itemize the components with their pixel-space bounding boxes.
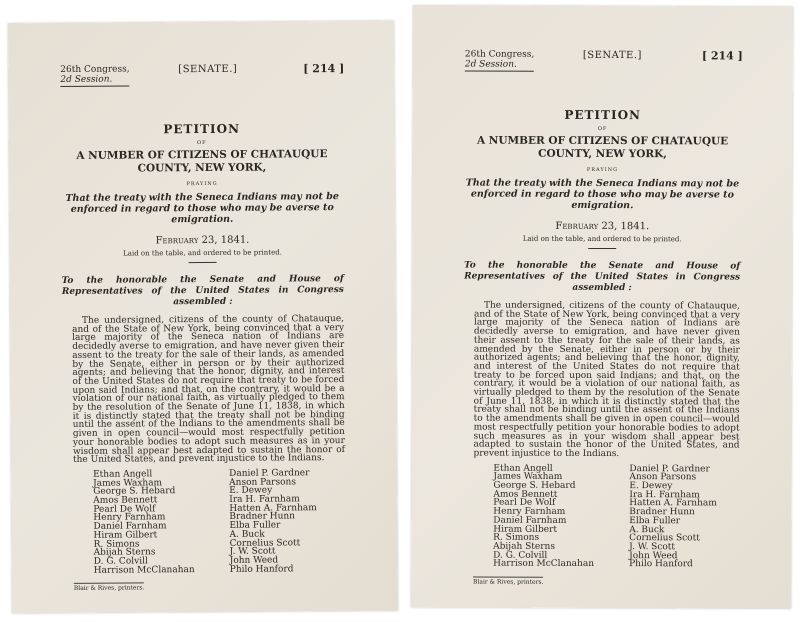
- page-content: [8, 21, 398, 595]
- document-title: PETITION: [163, 121, 241, 137]
- signature: Pearl De Wolf: [493, 498, 556, 509]
- printers-imprint: Blair & Rives, printers.: [73, 584, 145, 593]
- signature: D. G. Colvill: [93, 556, 148, 567]
- signature: Bradner Hunn: [629, 507, 695, 518]
- divider: [189, 262, 217, 263]
- signature: Daniel P. Gardner: [229, 468, 310, 479]
- signatures-left-column: [93, 470, 230, 575]
- signature: Ira H. Farnham: [629, 489, 700, 501]
- signature: Ethan Angell: [93, 469, 153, 480]
- signature: Hatten A. Farnham: [629, 498, 717, 509]
- page-header: [60, 63, 344, 89]
- document-number: [ 214 ]: [303, 62, 345, 76]
- congress-session: [465, 50, 534, 72]
- chamber: [SENATE.]: [178, 63, 238, 76]
- document-page-left: [8, 21, 398, 614]
- document-date: February 23, 1841.: [155, 234, 250, 247]
- signature: John Weed: [229, 555, 279, 566]
- signatures: [493, 464, 791, 569]
- session: 2d Session.: [465, 60, 534, 72]
- chamber: [SENATE.]: [582, 49, 642, 62]
- praying-label: PRAYING: [586, 166, 619, 174]
- congress: 26th Congress,: [464, 49, 535, 60]
- document-subtitle: A NUMBER OF CITIZENS OF CHATAUQUE COUNTY, NEW YORK,: [76, 148, 328, 175]
- signature: Philo Hanford: [229, 564, 294, 575]
- signature: E. Dewey: [229, 485, 273, 497]
- signature: A. Buck: [229, 529, 265, 540]
- signature: E. Dewey: [629, 481, 673, 492]
- prayer-text: That the treaty with the Seneca Indians may not be enforced in regard to those who may be averse to emigration.: [465, 177, 740, 212]
- signature: Anson Parsons: [229, 477, 296, 488]
- petition-body: The undersigned, citizens of the county of Chatauque, and of the State of New York, being convinced that a very large majority of the Seneca nation of Indians are decidedly averse to emigration, and have never given their assent to the treaty for the sale of their lands, as amended by the Senate, either in person or by their authorized agents; and believing that the honor, dignity, and interest of the United States do not require that treaty to be forced upon said Indians; and that, on the contrary, it would be a violation of our national faith, as virtually pledged to them by the resolution of the Senate of June 11, 1838, in which it is distinctly stated that the treaty shall not be binding until the assent of the Indians to the amendments shall be given in open council—would most respectfully petition your honorable bodies to adopt such measures as in your wisdom shall appear best adapted to sustain the honor of the United States, and prevent injustice to the Indians.: [72, 314, 345, 466]
- signature: A. Buck: [629, 524, 665, 535]
- document-page-right: [411, 5, 793, 608]
- document-number: [ 214 ]: [701, 49, 743, 63]
- signature: Henry Farnham: [93, 512, 166, 524]
- signature: Harrison McClanahan: [93, 564, 195, 576]
- page-content: [411, 5, 793, 588]
- signature: J. W. Scott: [629, 542, 676, 553]
- signature: John Weed: [629, 550, 678, 561]
- signature: D. G. Colvill: [493, 550, 548, 561]
- congress: 26th Congress,: [60, 64, 130, 75]
- praying-label: PRAYING: [186, 180, 218, 188]
- signature: Pearl De Wolf: [93, 504, 156, 515]
- address-line: To the honorable the Senate and House of Representatives of the United States in Congress assembled :: [61, 274, 344, 308]
- signature: Hatten A. Farnham: [229, 502, 317, 514]
- signature: R. Simons: [493, 532, 540, 544]
- document-title: PETITION: [564, 107, 642, 123]
- signature: Hiram Gilbert: [93, 530, 158, 541]
- signature: Henry Farnham: [493, 506, 566, 518]
- signature: Elba Fuller: [629, 515, 681, 527]
- signature: Anson Parsons: [629, 472, 697, 483]
- document-subtitle: A NUMBER OF CITIZENS OF CHATAUQUE COUNTY, NEW YORK,: [476, 134, 729, 161]
- signature: Harrison McClanahan: [493, 559, 595, 570]
- signature: Bradner Hunn: [229, 511, 296, 523]
- prayer-text: That the treaty with the Seneca Indians may not be enforced in regard to those who may be averse to emigration.: [65, 191, 339, 226]
- of-label: OF: [597, 125, 608, 133]
- signatures-right-column: [629, 465, 765, 570]
- signature: Philo Hanford: [629, 559, 693, 570]
- signature: Elba Fuller: [229, 520, 281, 531]
- signature: Abijah Sterns: [493, 541, 555, 552]
- signature: Daniel P. Gardner: [629, 463, 710, 475]
- signature: Ira H. Farnham: [229, 494, 300, 505]
- signature: Cornelius Scott: [229, 537, 301, 549]
- signature: Abijah Sterns: [93, 547, 156, 559]
- document-date: February 23, 1841.: [555, 220, 650, 233]
- signatures-right-column: [229, 469, 366, 574]
- signature: Hiram Gilbert: [493, 524, 557, 535]
- session: 2d Session.: [60, 75, 129, 87]
- signature: Daniel Farnham: [493, 515, 567, 526]
- address-line: To the honorable the Senate and House of Representatives of the United States in Congress assembled :: [464, 260, 741, 294]
- printers-imprint: Blair & Rives, printers.: [473, 578, 544, 586]
- laid-note: Laid on the table, and ordered to be printed.: [522, 234, 682, 244]
- signature: R. Simons: [93, 539, 140, 550]
- signatures: [93, 469, 398, 576]
- signature: Amos Bennett: [493, 489, 558, 500]
- laid-note: Laid on the table, and ordered to be printed.: [123, 248, 282, 258]
- signature: George S. Hebard: [493, 480, 576, 491]
- of-label: OF: [196, 139, 207, 147]
- signature: J. W. Scott: [229, 546, 276, 558]
- congress-session: [60, 65, 129, 87]
- divider: [588, 248, 616, 249]
- signature: Daniel Farnham: [93, 521, 167, 532]
- signature: Cornelius Scott: [629, 533, 700, 544]
- signature: James Waxham: [93, 477, 163, 489]
- signature: Ethan Angell: [493, 463, 553, 474]
- page-header: [465, 50, 743, 75]
- petition-body: The undersigned, citizens of the county of Chatauque, and of the State of New York, being convinced that a very large majority of the Seneca nation of Indians are decidedly averse to emigration, and have never given their assent to the treaty for the sale of their lands, as amended by the Senate, either in person or by their authorized agents; and believing that the honor, dignity, and interest of the United States do not require that treaty to be forced upon said Indians; and that, on the contrary, it would be a violation of our national faith, as virtually pledged to them by the resolution of the Senate of June 11, 1838, in which it is distinctly stated that the treaty shall not be binding until the assent of the Indians to the amendments shall be given in open council—would most respectfully petition your honorable bodies to adopt such measures as in your wisdom shall appear best adapted to sustain the honor of the United States, and prevent injustice to the Indians.: [473, 300, 741, 460]
- signatures-left-column: [493, 464, 629, 569]
- signature: James Waxham: [493, 471, 563, 483]
- signature: George S. Hebard: [93, 486, 176, 498]
- signature: Amos Bennett: [93, 495, 158, 506]
